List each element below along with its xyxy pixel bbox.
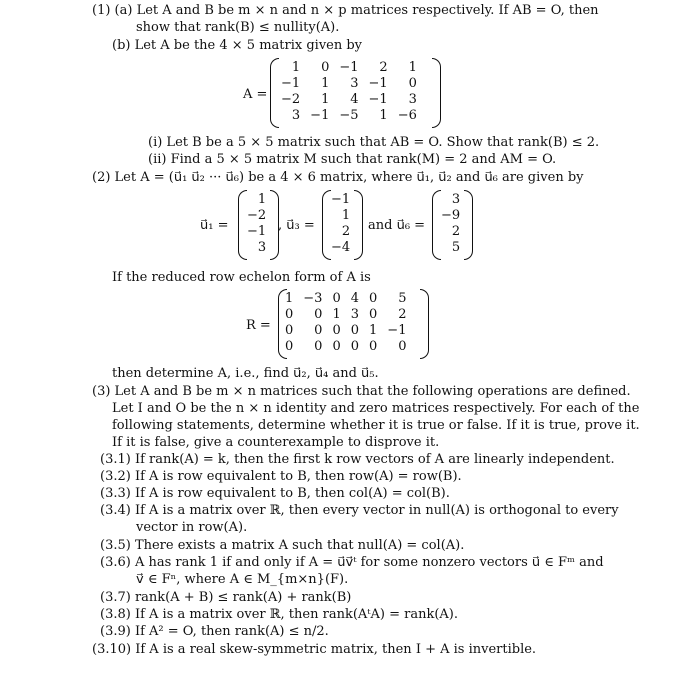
q3-item-3-7: (3.7) rank(A + B) ≤ rank(A) + rank(B) — [100, 590, 352, 605]
q3-item-3-6-cont: v⃗ ∈ Fⁿ, where A ∈ M_{m×n}(F). — [136, 572, 349, 587]
matrix-R — [280, 291, 411, 355]
u6-entry: −9 — [441, 208, 461, 223]
matrix-A-cell: 0 — [408, 76, 417, 91]
matrix-A-cell: 3 — [350, 76, 359, 91]
matrix-R-cell: 1 — [285, 291, 294, 306]
matrix-R-cell: 0 — [369, 291, 378, 306]
q3-intro-1: (3) Let A and B be m × n matrices such that the following operations are defined. — [92, 384, 631, 399]
q1-a-line1: (1) (a) Let A and B be m × n and n × p matrices respectively. If AB = O, then — [92, 3, 599, 18]
matrix-A-cell: −6 — [397, 108, 417, 123]
matrix-R-cell: −1 — [387, 323, 407, 338]
q2-then-line: then determine A, i.e., find u⃗₂, u⃗₄ and u⃗₅. — [112, 366, 379, 381]
q3-item-3-5: (3.5) There exists a matrix A such that null(A) = col(A). — [100, 538, 465, 553]
matrix-A-cell: −5 — [339, 108, 359, 123]
q2-rref-line: If the reduced row echelon form of A is — [112, 270, 371, 285]
matrix-R-cell: 0 — [350, 323, 360, 338]
matrix-R-cell: 5 — [398, 291, 407, 306]
matrix-A-cell: −1 — [368, 76, 388, 91]
matrix-R-cell: −3 — [303, 291, 323, 306]
matrix-A-cell: −1 — [339, 60, 359, 75]
q3-item-3-8: (3.8) If A is a matrix over ℝ, then rank(AᵗA) = rank(A). — [100, 607, 458, 622]
matrix-R-cell: 0 — [332, 291, 341, 306]
q3-item-3-1: (3.1) If rank(A) = k, then the first k row vectors of A are linearly independent. — [100, 452, 615, 467]
matrix-R-cell: 0 — [285, 339, 294, 354]
matrix-A-right-paren — [432, 58, 441, 128]
matrix-R-label: R = — [246, 318, 271, 333]
u6-entry: 3 — [451, 192, 461, 207]
matrix-A-cell: 1 — [291, 60, 301, 75]
matrix-R-cell: 1 — [369, 323, 378, 338]
u3-entry: 2 — [341, 224, 351, 239]
matrix-R-cell: 0 — [369, 339, 378, 354]
q3-item-3-9: (3.9) If A² = O, then rank(A) ≤ n/2. — [100, 624, 329, 639]
q3-item-3-3: (3.3) If A is row equivalent to B, then col(A) = col(B). — [100, 486, 450, 501]
matrix-R-cell: 0 — [369, 307, 378, 322]
matrix-A-cell: −1 — [368, 92, 388, 107]
q2-line1: (2) Let A = (u⃗₁ u⃗₂ ··· u⃗₆) be a 4 × 6 matrix, where u⃗₁, u⃗₂ and u⃗₆ are given by — [92, 170, 584, 185]
vector-u1 — [242, 192, 271, 256]
matrix-R-cell: 4 — [350, 291, 360, 306]
matrix-R-cell: 3 — [350, 307, 360, 322]
matrix-A-cell: 1 — [321, 92, 330, 107]
matrix-R-cell: 0 — [332, 323, 341, 338]
u3-right-paren — [354, 190, 363, 260]
matrix-R-cell: 0 — [285, 307, 294, 322]
u1-entry: 1 — [257, 192, 267, 207]
q3-item-3-2: (3.2) If A is row equivalent to B, then row(A) = row(B). — [100, 469, 462, 484]
q1-a-line2: show that rank(B) ≤ nullity(A). — [136, 20, 340, 35]
matrix-R-cell: 2 — [398, 307, 407, 322]
matrix-A-cell: 3 — [291, 108, 301, 123]
q3-intro-3: following statements, determine whether it is true or false. If it is true, prove it. — [112, 418, 640, 433]
matrix-A-cell: 1 — [408, 60, 417, 75]
u1-entry: −2 — [247, 208, 267, 223]
matrix-A-cell: 1 — [379, 108, 388, 123]
matrix-R-cell: 0 — [350, 339, 360, 354]
matrix-R-cell: 0 — [314, 323, 323, 338]
matrix-A — [276, 60, 422, 124]
u6-label: and u⃗₆ = — [368, 218, 426, 233]
q3-item-3-10: (3.10) If A is a real skew-symmetric matrix, then I + A is invertible. — [92, 642, 537, 657]
matrix-R-cell: 0 — [332, 339, 341, 354]
q3-item-3-4-cont: vector in row(A). — [136, 520, 248, 535]
u6-entry: 5 — [451, 240, 461, 255]
u1-entry: 3 — [257, 240, 267, 255]
vector-u3 — [326, 192, 355, 256]
u1-label: u⃗₁ = — [200, 218, 229, 233]
matrix-R-cell: 0 — [285, 323, 294, 338]
matrix-A-cell: 0 — [321, 60, 330, 75]
matrix-A-cell: 3 — [408, 92, 417, 107]
matrix-R-cell: 0 — [398, 339, 407, 354]
matrix-A-cell: −1 — [310, 108, 330, 123]
matrix-A-cell: 2 — [379, 60, 388, 75]
q3-item-3-6: (3.6) A has rank 1 if and only if A = u⃗v⃗ᵗ for some nonzero vectors u⃗ ∈ Fᵐ and — [100, 555, 604, 570]
u6-entry: 2 — [451, 224, 461, 239]
u6-right-paren — [464, 190, 473, 260]
q1-ii-line: (ii) Find a 5 × 5 matrix M such that rank(M) = 2 and AM = O. — [148, 152, 557, 167]
matrix-A-cell: −1 — [281, 76, 301, 91]
matrix-A-cell: −2 — [281, 92, 301, 107]
u3-entry: −4 — [331, 240, 351, 255]
u1-entry: −1 — [247, 224, 267, 239]
q1-b-line: (b) Let A be the 4 × 5 matrix given by — [112, 38, 363, 53]
u3-label: , u⃗₃ = — [278, 218, 315, 233]
q3-intro-2: Let I and O be the n × n identity and zero matrices respectively. For each of the — [112, 401, 640, 416]
matrix-A-cell: 4 — [350, 92, 359, 107]
matrix-A-cell: 1 — [321, 76, 330, 91]
q3-item-3-4: (3.4) If A is a matrix over ℝ, then every vector in null(A) is orthogonal to every — [100, 503, 619, 518]
matrix-A-label: A = — [243, 87, 268, 102]
q1-i-line: (i) Let B be a 5 × 5 matrix such that AB = O. Show that rank(B) ≤ 2. — [148, 135, 600, 150]
matrix-R-cell: 0 — [314, 339, 323, 354]
u3-entry: −1 — [331, 192, 351, 207]
u3-entry: 1 — [341, 208, 351, 223]
vector-u6 — [436, 192, 465, 256]
matrix-R-cell: 0 — [314, 307, 323, 322]
matrix-R-cell: 1 — [332, 307, 341, 322]
q3-intro-4: If it is false, give a counterexample to disprove it. — [112, 435, 440, 450]
matrix-R-right-paren — [420, 289, 429, 359]
